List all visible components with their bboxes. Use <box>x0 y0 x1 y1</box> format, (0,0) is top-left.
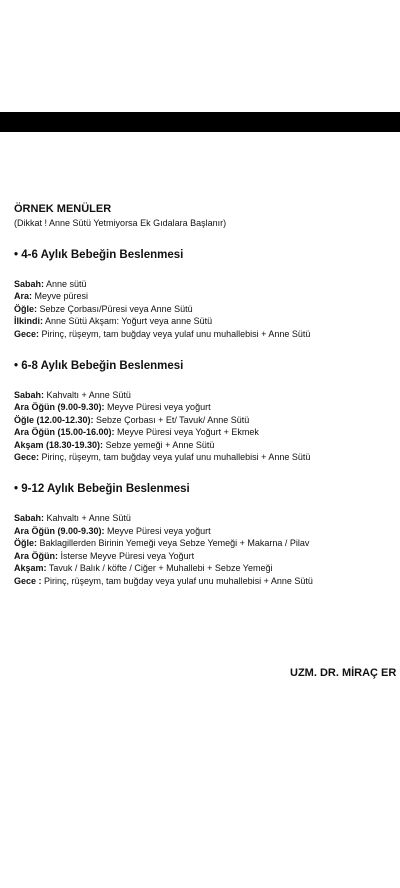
meal-text: Pirinç, rüşeym, tam buğday veya yulaf unu muhallebisi + Anne Sütü <box>41 575 313 586</box>
meal-label: Ara Öğün: <box>14 550 58 561</box>
document-title: ÖRNEK MENÜLER <box>14 203 112 215</box>
meal-item <box>14 537 400 549</box>
meal-item <box>14 426 400 438</box>
meal-text: Sebze Çorbası/Püresi veya Anne Sütü <box>37 303 193 314</box>
meal-text: Tavuk / Balık / köfte / Ciğer + Muhallebi + Sebze Yemeği <box>46 563 273 574</box>
meal-text: İsterse Meyve Püresi veya Yoğurt <box>58 550 195 561</box>
meal-item <box>14 401 400 413</box>
top-black-bar <box>0 112 400 132</box>
meal-item <box>14 512 400 524</box>
meal-item <box>14 439 400 451</box>
section-title: • 9-12 Aylık Bebeğin Beslenmesi <box>14 483 190 496</box>
meal-text: Anne sütü <box>44 279 87 289</box>
menu-section <box>14 359 400 463</box>
meal-item <box>14 414 400 426</box>
menu-document <box>14 203 400 587</box>
meal-item <box>14 451 400 463</box>
meal-text: Baklagillerden Birinin Yemeği veya Sebze Yemeği + Makarna / Pilav <box>37 538 310 549</box>
meal-label: Ara Öğün (9.00-9.30): <box>14 525 105 536</box>
meal-item <box>14 525 400 537</box>
meal-label: Ara Öğün (15.00-16.00): <box>14 427 115 438</box>
section-title: • 4-6 Aylık Bebeğin Beslenmesi <box>14 249 184 261</box>
meal-text: Meyve Püresi veya yoğurt <box>104 402 211 413</box>
meal-label: Gece : <box>14 575 42 586</box>
section-title: • 6-8 Aylık Bebeğin Beslenmesi <box>14 360 184 373</box>
meal-label: Ara Öğün (9.00-9.30): <box>14 402 105 413</box>
meal-item <box>14 328 400 340</box>
meal-list <box>14 389 400 463</box>
meal-label: Sabah: <box>14 279 45 289</box>
meal-item <box>14 562 400 574</box>
meal-text: Pirinç, rüşeym, tam buğday veya yulaf unu muhallebisi + Anne Sütü <box>39 452 311 463</box>
meal-label: Akşam: <box>14 563 47 574</box>
meal-item <box>14 315 400 327</box>
meal-text: Meyve Püresi veya Yoğurt + Ekmek <box>114 427 259 438</box>
meal-label: Öğle: <box>14 538 38 549</box>
menu-section <box>14 248 400 340</box>
meal-text: Sebze yemeği + Anne Sütü <box>103 439 215 450</box>
meal-text: Kahvaltı + Anne Sütü <box>44 390 131 401</box>
meal-item <box>14 550 400 562</box>
meal-list <box>14 512 400 586</box>
meal-text: Meyve Püresi veya yoğurt <box>104 525 211 536</box>
meal-text: Meyve püresi <box>32 291 89 302</box>
sections-container <box>14 248 400 587</box>
meal-label: Gece: <box>14 452 40 463</box>
meal-item <box>14 303 400 315</box>
meal-label: İlkindi: <box>14 316 43 327</box>
meal-item <box>14 389 400 401</box>
meal-text: Sebze Çorbası + Et/ Tavuk/ Anne Sütü <box>93 414 250 425</box>
meal-label: Sabah: <box>14 513 45 524</box>
meal-item <box>14 290 400 302</box>
meal-label: Öğle: <box>14 303 38 314</box>
meal-label: Gece: <box>14 328 40 339</box>
meal-label: Sabah: <box>14 390 45 401</box>
meal-label: Akşam (18.30-19.30): <box>14 439 104 450</box>
menu-section <box>14 482 400 586</box>
meal-text: Kahvaltı + Anne Sütü <box>44 513 131 524</box>
meal-text: Anne Sütü Akşam: Yoğurt veya anne Sütü <box>43 316 213 327</box>
meal-item <box>14 278 400 290</box>
doctor-signature: UZM. DR. MİRAÇ ER <box>290 667 397 679</box>
meal-item <box>14 575 400 587</box>
meal-list <box>14 278 400 340</box>
meal-label: Öğle (12.00-12.30): <box>14 414 94 425</box>
meal-label: Ara: <box>14 291 33 302</box>
document-note: (Dikkat ! Anne Sütü Yetmiyorsa Ek Gıdalara Başlanır) <box>14 218 227 228</box>
meal-text: Pirinç, rüşeym, tam buğday veya yulaf unu muhallebisi + Anne Sütü <box>39 328 311 339</box>
